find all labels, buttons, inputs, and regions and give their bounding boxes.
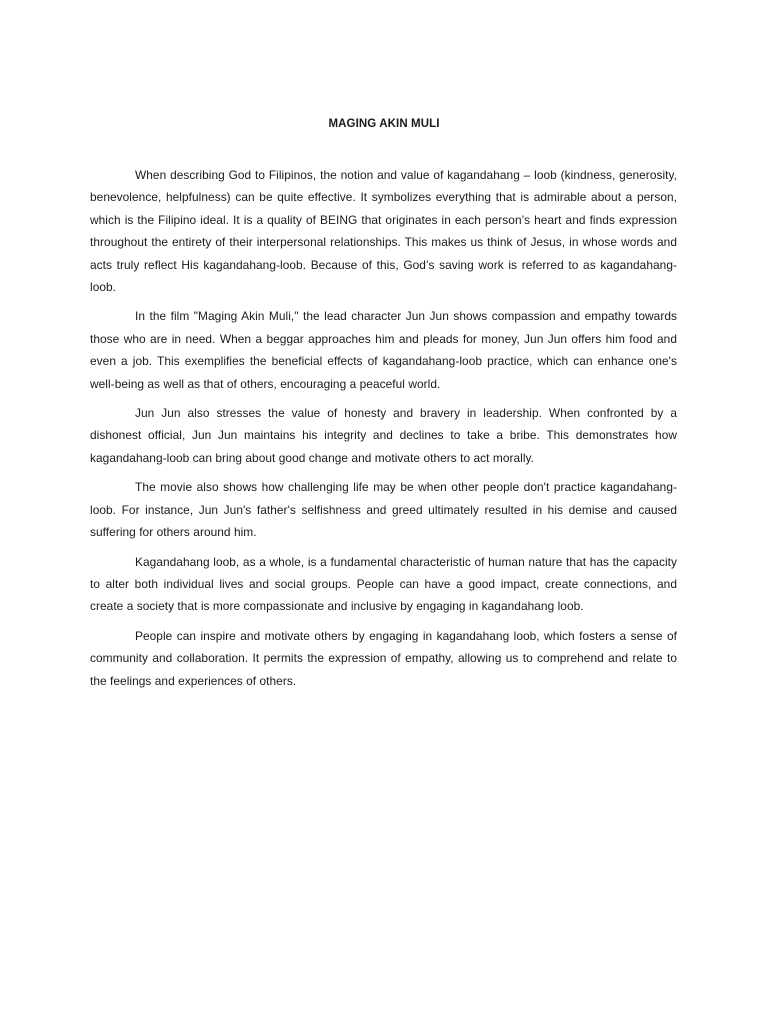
paragraph-3: Jun Jun also stresses the value of honesty and bravery in leadership. When confronted by a dishonest official, Jun Jun maintains his integrity and declines to take a bribe. This demonstrates how kagandahang-loob can bring about good change and motivate others to act morally. (90, 406, 677, 465)
paragraph-1: When describing God to Filipinos, the notion and value of kagandahang – loob (kindness, generosity, benevolence, helpfulness) can be quite effective. It symbolizes everything that is admirable about a person, which is the Filipino ideal. It is a quality of BEING that originates in each person’s heart and finds expression throughout the entirety of their interpersonal relationships. This makes us think of Jesus, in whose words and acts truly reflect His kagandahang-loob. Because of this, God’s saving work is referred to as kagandahang-loob. (90, 168, 677, 295)
document-title: MAGING AKIN MULI (328, 118, 440, 130)
paragraph-5: Kagandahang loob, as a whole, is a fundamental characteristic of human nature that has the capacity to alter both individual lives and social groups. People can have a good impact, create connections, and create a society that is more compassionate and inclusive by engaging in kagandahang loob. (90, 554, 677, 614)
document-body (90, 164, 677, 699)
paragraph-4: The movie also shows how challenging life may be when other people don't practice kagandahang-loob. For instance, Jun Jun's father's selfishness and greed ultimately resulted in his demise and caused suffering for others around him. (90, 480, 677, 540)
paragraph-6: People can inspire and motivate others by engaging in kagandahang loob, which fosters a sense of community and collaboration. It permits the expression of empathy, allowing us to comprehend and relate to the feelings and experiences of others. (90, 628, 677, 688)
paragraph-2: In the film "Maging Akin Muli," the lead character Jun Jun shows compassion and empathy towards those who are in need. When a beggar approaches him and pleads for money, Jun Jun offers him food and even a job. This exemplifies the beneficial effects of kagandahang-loob practice, which can enhance one's well-being as well as that of others, encouraging a peaceful world. (90, 309, 677, 391)
